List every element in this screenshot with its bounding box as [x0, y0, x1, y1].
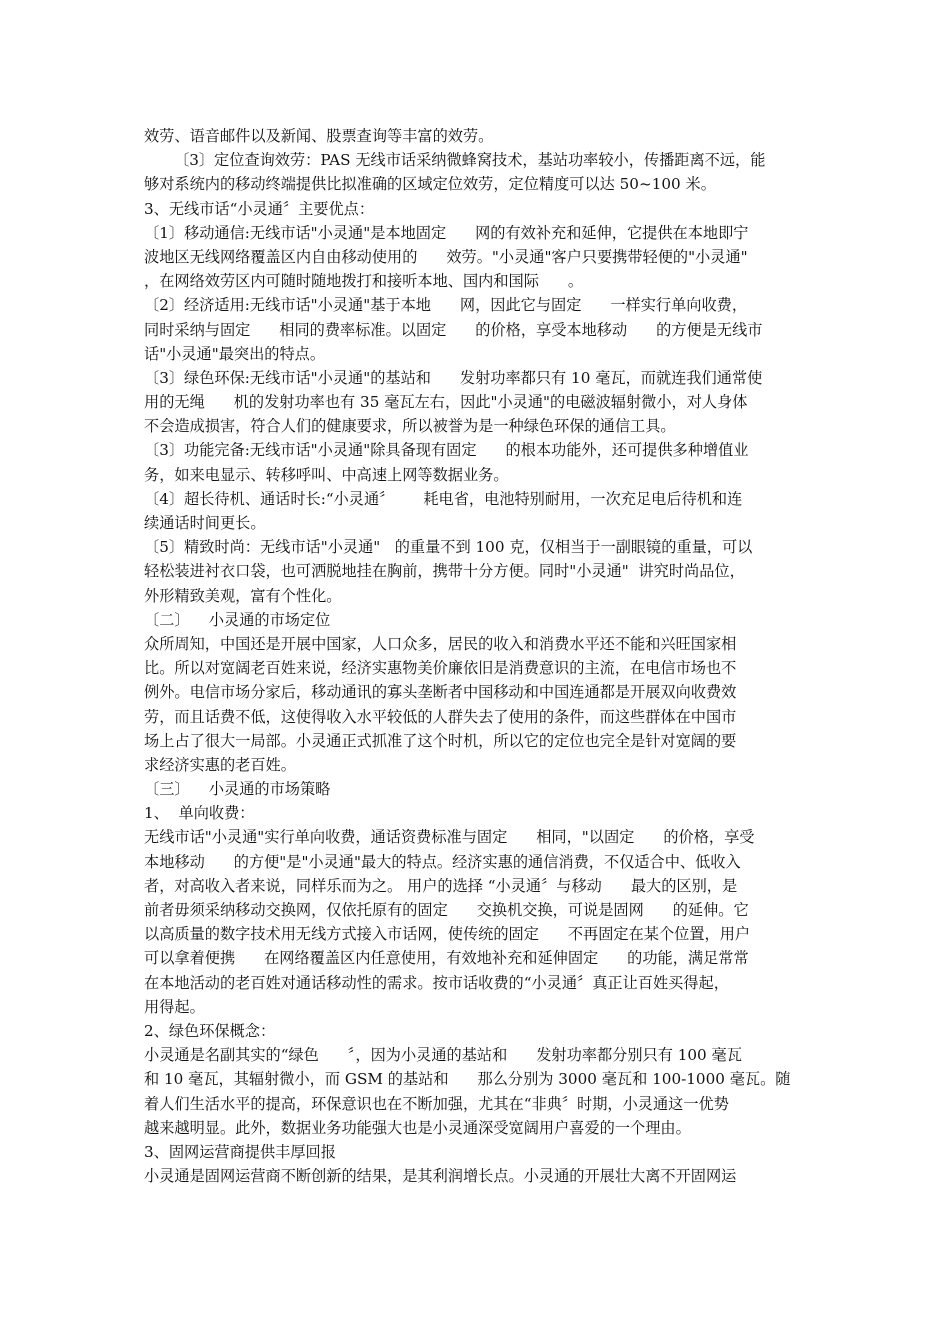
text-line: 本地移动 的方便"是"小灵通"最大的特点。经济实惠的通信消费，不仅适合中、低收入: [144, 852, 741, 871]
text-line: 〔3〕功能完备:无线市话"小灵通"除具备现有固定 的根本功能外，还可提供多种增值业: [144, 441, 749, 460]
section-heading: 2、绿色环保概念：: [144, 1021, 276, 1040]
text-line: 场上占了很大一局部。小灵通正式抓准了这个时机，所以它的定位也完全是针对宽阔的要: [144, 731, 737, 750]
text-line: 波地区无线网络覆盖区内自由移动使用的 效劳。"小灵通"客户只要携带轻便的"小灵通": [144, 247, 748, 266]
text-line: 〔3〕绿色环保:无线市话"小灵通"的基站和 发射功率都只有 10 毫瓦，而就连我们通常使: [144, 368, 763, 387]
text-line: 话"小灵通"最突出的特点。: [144, 344, 326, 363]
text-line: 求经济实惠的老百姓。: [144, 755, 296, 774]
text-line: 效劳、语音邮件以及新闻、股票查询等丰富的效劳。: [144, 127, 494, 145]
text-line: 者，对高收入者来说，同样乐而为之。 用户的选择 “小灵通〞与移动 最大的区别，是: [144, 876, 738, 895]
text-line: 可以拿着便携 在网络覆盖区内任意使用，有效地补充和延伸固定 的功能，满足常常: [144, 949, 749, 968]
text-line: 〔4〕超长待机、通话时长:“小灵通〞 耗电省，电池特别耐用，一次充足电后待机和连: [144, 489, 743, 508]
text-line: 前者毋须采纳移动交换网，仅依托原有的固定 交换机交换，可说是固网 的延伸。它: [144, 901, 749, 919]
section-heading: 3、无线市话“小灵通〞主要优点：: [144, 199, 375, 218]
text-line: 无线市话"小灵通"实行单向收费，通话资费标准与固定 相同，"以固定 的价格，享受: [144, 828, 755, 847]
text-line: 〔2〕经济适用:无线市话"小灵通"基于本地 网，因此它与固定 一样实行单向收费，: [144, 296, 748, 315]
section-heading: 3、固网运营商提供丰厚回报: [144, 1142, 336, 1161]
document-body: [144, 124, 816, 1188]
text-line: 够对系统内的移动终端提供比拟准确的区域定位效劳，定位精度可以达 50~100 米。: [144, 175, 716, 194]
text-line: 和 10 毫瓦，其辐射微小，而 GSM 的基站和 那么分别为 3000 毫瓦和 100-1000 毫瓦。随: [144, 1070, 791, 1089]
text-line: 劳，而且话费不低，这使得收入水平较低的人群失去了使用的条件，而这些群体在中国市: [144, 707, 737, 726]
text-line: 例外。电信市场分家后，移动通讯的寡头垄断者中国移动和中国连通都是开展双向收费效: [144, 683, 737, 702]
text-line: 比。所以对宽阔老百姓来说，经济实惠物美价廉依旧是消费意识的主流，在电信市场也不: [144, 659, 737, 678]
text-line: 越来越明显。此外，数据业务功能强大也是小灵通深受宽阔用户喜爱的一个理由。: [144, 1118, 691, 1137]
text-line: 众所周知，中国还是开展中国家，人口众多，居民的收入和消费水平还不能和兴旺国家相: [144, 634, 737, 653]
text-line: 〔1〕移动通信:无线市话"小灵通"是本地固定 网的有效补充和延伸，它提供在本地即宁: [144, 223, 749, 242]
text-line: 〔5〕精致时尚：无线市话"小灵通" 的重量不到 100 克，仅相当于一副眼镜的重量，可以: [144, 538, 753, 557]
text-line: 在本地活动的老百姓对通话移动性的需求。按市话收费的“小灵通〞真正让百姓买得起，: [144, 973, 729, 992]
text-line: 小灵通是固网运营商不断创新的结果，是其利润增长点。小灵通的开展壮大离不开固网运: [144, 1167, 737, 1186]
text-line: 续通话时间更长。: [144, 514, 266, 532]
text-line: 〔3〕定位查询效劳：PAS 无线市话采纳微蜂窝技术，基站功率较小，传播距离不远，能: [174, 151, 766, 170]
text-line: 小灵通是名副其实的“绿色 〞，因为小灵通的基站和 发射功率都分别只有 100 毫瓦: [144, 1046, 742, 1065]
text-line: 同时采纳与固定 相同的费率标准。以固定 的价格，享受本地移动 的方便是无线市: [144, 320, 763, 339]
section-heading: 〔三〕 小灵通的市场策略: [144, 780, 331, 799]
text-line: 用得起。: [144, 997, 205, 1016]
text-line: 轻松装进衬衣口袋，也可洒脱地挂在胸前，携带十分方便。同时"小灵通" 讲究时尚品位，: [144, 562, 745, 581]
text-line: 外形精致美观，富有个性化。: [144, 586, 342, 605]
text-line: 务，如来电显示、转移呼叫、中高速上网等数据业务。: [144, 465, 509, 484]
text-line: 用的无绳 机的发射功率也有 35 毫瓦左右，因此"小灵通"的电磁波辐射微小，对人身体: [144, 393, 748, 412]
section-heading: 〔二〕 小灵通的市场定位: [144, 610, 331, 629]
section-heading: 1、 单向收费：: [144, 804, 255, 823]
text-line: ，在网络效劳区内可随时随地拨打和接听本地、国内和国际 。: [144, 272, 584, 291]
text-line: 不会造成损害，符合人们的健康要求，所以被誉为是一种绿色环保的通信工具。: [144, 417, 676, 436]
text-line: 以高质量的数字技术用无线方式接入市话网，使传统的固定 不再固定在某个位置，用户: [144, 925, 751, 944]
text-line: 着人们生活水平的提高，环保意识也在不断加强，尤其在“非典〞时期，小灵通这一优势: [144, 1094, 729, 1113]
